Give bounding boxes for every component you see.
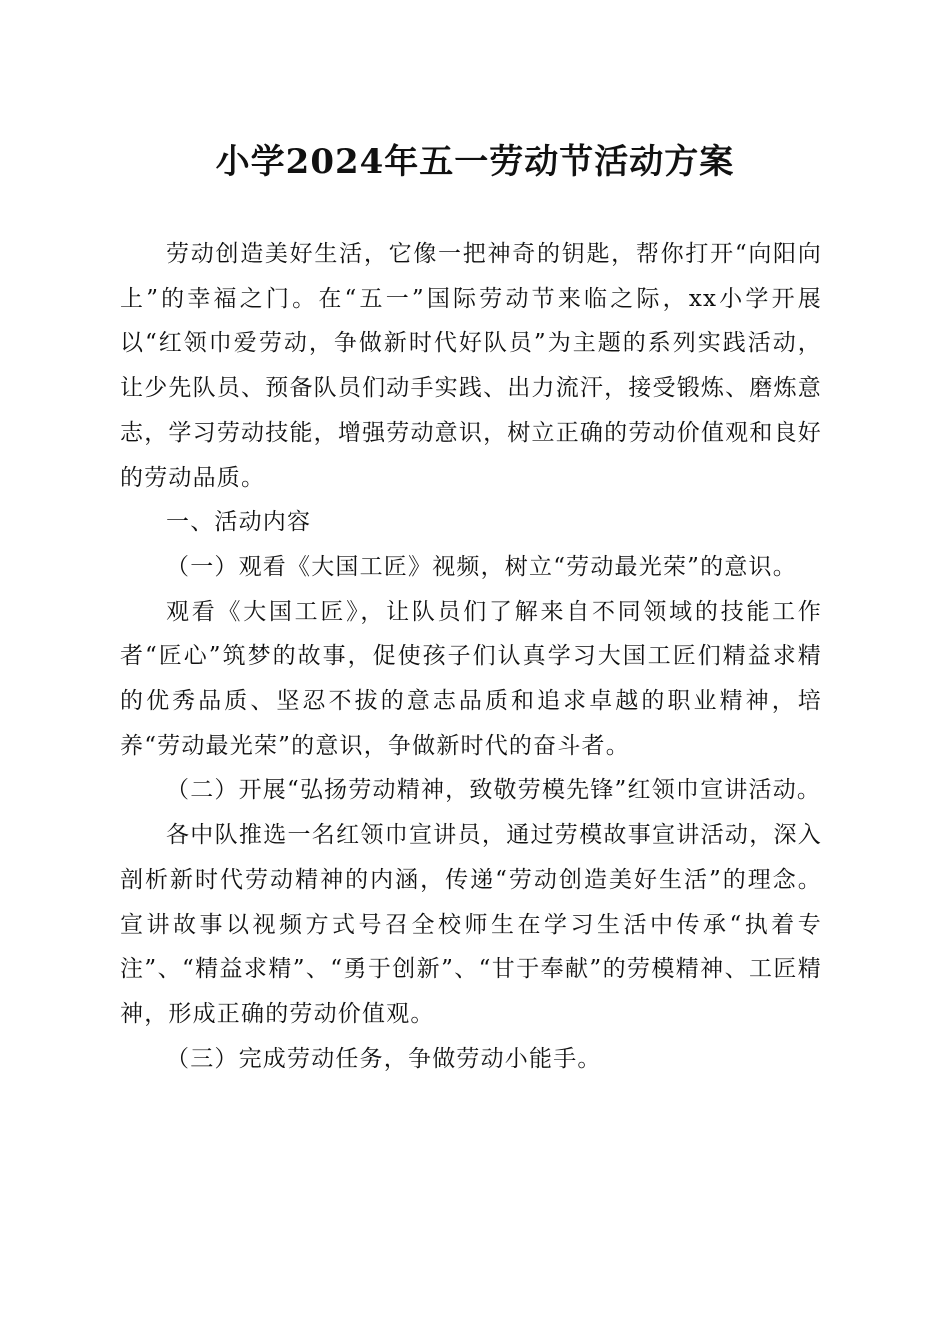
item-3-heading: （三）完成劳动任务，争做劳动小能手。: [166, 1045, 602, 1072]
item-1-heading: （一）观看《大国工匠》视频，树立“劳动最光荣”的意识。: [166, 553, 797, 580]
section-heading-activity-content: 一、活动内容: [166, 509, 312, 536]
intro-paragraph: 劳动创造美好生活，它像一把神奇的钥匙，帮你打开“向阳向上”的幸福之门。在“五一”国际劳动节来临之际，xx小学开展以“红领巾爱劳动，争做新时代好队员”为主题的系列实践活动，让少先队员、预备队员们动手实践、出力流汗，接受锻炼、磨炼意志，学习劳动技能，增强劳动意识，树立正确的劳动价值观和良好的劳动品质。: [120, 241, 822, 491]
document-body: [120, 232, 822, 1081]
document-title: 小学2024年五一劳动节活动方案: [215, 142, 735, 182]
item-1-paragraph: 观看《大国工匠》，让队员们了解来自不同领域的技能工作者“匠心”筑梦的故事，促使孩子们认真学习大国工匠们精益求精的优秀品质、坚忍不拔的意志品质和追求卓越的职业精神，培养“劳动最光荣”的意识，争做新时代的奋斗者。: [120, 598, 822, 759]
item-2-heading: （二）开展“弘扬劳动精神，致敬劳模先锋”红领巾宣讲活动。: [166, 777, 822, 804]
item-2-paragraph: 各中队推选一名红领巾宣讲员，通过劳模故事宣讲活动，深入剖析新时代劳动精神的内涵，传递“劳动创造美好生活”的理念。宣讲故事以视频方式号召全校师生在学习生活中传承“执着专注”、“精益求精”、“勇于创新”、“甘于奉献”的劳模精神、工匠精神，形成正确的劳动价值观。: [120, 822, 822, 1027]
